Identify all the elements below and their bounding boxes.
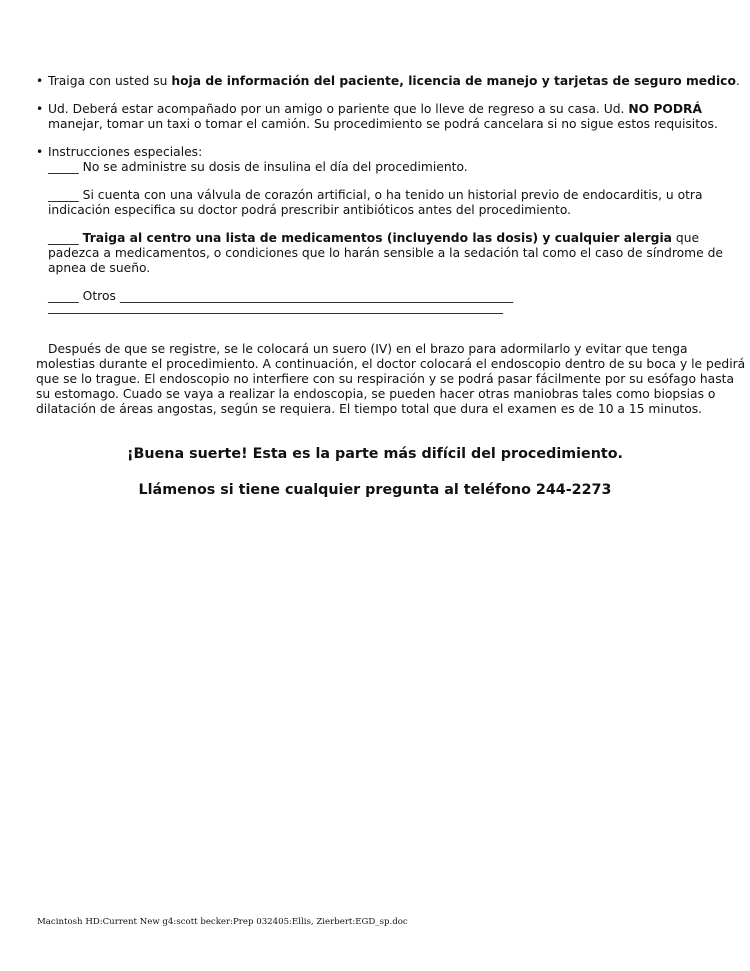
procedure-paragraph xyxy=(36,342,746,417)
bullet-item-companion xyxy=(36,102,726,132)
item1-text: Traiga con usted su xyxy=(48,74,172,88)
instruction-valve xyxy=(48,188,726,203)
item1-bold-text: hoja de información del paciente, licencia de manejo y tarjetas de seguro medico xyxy=(171,74,736,88)
procedure-line: que se lo trague. El endoscopio no interfiere con su respiración y se podrá pasar fácilmente por su esófago hasta xyxy=(36,372,734,386)
bullet-icon: • xyxy=(36,74,44,88)
other-line: ________________________________________________________________ xyxy=(119,289,514,303)
instruction-medications-text: que xyxy=(671,231,700,245)
other-label: Otros xyxy=(82,289,116,303)
procedure-line: su estomago. Cuado se vaya a realizar la endoscopia, se pueden hacer otras maniobras tales como biopsias o xyxy=(36,387,716,401)
blank-line: _____ xyxy=(48,160,79,174)
blank-line: _____ xyxy=(48,231,79,245)
instruction-medications-line3: apnea de sueño. xyxy=(48,261,151,275)
bullet-icon: • xyxy=(36,102,44,116)
instruction-valve-line2: indicación especifica su doctor podrá prescribir antibióticos antes del procedimiento. xyxy=(48,203,572,217)
item2-bold-text: NO PODRÁ xyxy=(628,102,703,116)
procedure-line: Después de que se registre, se le colocará un suero (IV) en el brazo para adormilarlo y evitar que tenga xyxy=(48,342,688,356)
call-us-heading: Llámenos si tiene cualquier pregunta al teléfono 244-2273 xyxy=(138,482,612,498)
footer-file-path: Macintosh HD:Current New g4:scott becker:Prep 032405:Ellis, Zierbert:EGD_sp.doc xyxy=(37,917,408,927)
blank-line: _____ xyxy=(48,289,79,303)
instruction-medications-line2: padezca a medicamentos, o condiciones que lo harán sensible a la sedación tal como el caso de síndrome de xyxy=(48,246,723,260)
instruction-medications xyxy=(48,231,726,246)
bullet-icon: • xyxy=(36,145,44,159)
procedure-line: molestias durante el procedimiento. A continuación, el doctor colocará el endoscopio dentro de su boca y le pedirá xyxy=(36,357,746,371)
blank-line: _____ xyxy=(48,188,79,202)
item1-period: . xyxy=(735,74,740,88)
bullet-item-documents xyxy=(36,74,740,89)
item2-line1: Ud. Deberá estar acompañado por un amigo o pariente que lo lleve de regreso a su casa. Ud. xyxy=(48,102,629,116)
bullet-item-special-instructions xyxy=(36,145,726,315)
item2-line2: manejar, tomar un taxi o tomar el camión. Su procedimiento se podrá cancelara si no sigue estos requisitos. xyxy=(48,117,718,131)
procedure-line: dilatación de áreas angostas, según se requiera. El tiempo total que dura el examen es de 10 a 15 minutos. xyxy=(36,402,703,416)
special-instructions-heading: Instrucciones especiales: xyxy=(48,145,203,159)
instruction-medications-bold: Traiga al centro una lista de medicamentos (incluyendo las dosis) y cualquier alergia xyxy=(82,231,672,245)
instruction-insulin xyxy=(48,160,726,175)
good-luck-heading: ¡Buena suerte! Esta es la parte más difícil del procedimiento. xyxy=(127,446,623,462)
other-line-2: __________________________________________________________________________ xyxy=(48,300,503,314)
instruction-valve-text: Si cuenta con una válvula de corazón artificial, o ha tenido un historial previo de endocarditis, u otra xyxy=(82,188,703,202)
instruction-insulin-text: No se administre su dosis de insulina el día del procedimiento. xyxy=(82,160,468,174)
